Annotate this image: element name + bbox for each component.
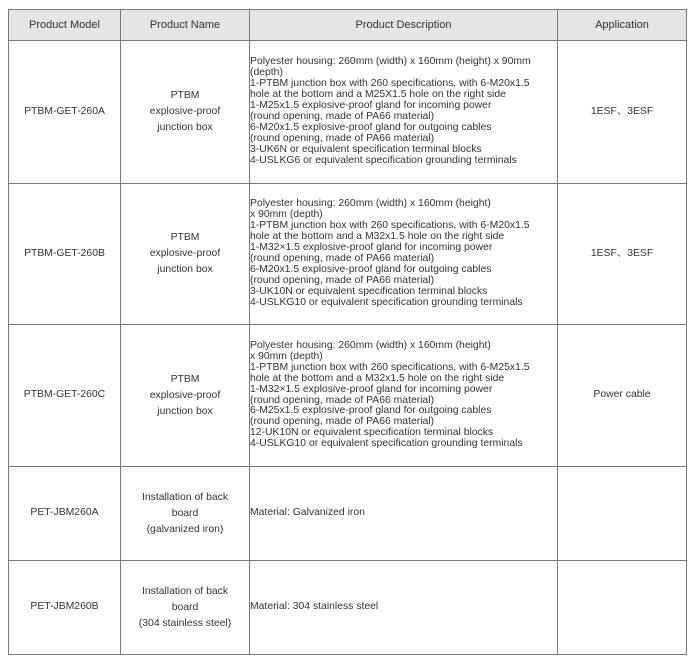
description-line: Material: 304 stainless steel — [250, 601, 379, 613]
product-name-line: Installation of back — [141, 491, 229, 503]
description-line: (round opening, made of PA66 material) — [250, 111, 435, 122]
product-name-line: explosive-proof — [149, 106, 221, 117]
description-line: (round opening, made of PA66 material) — [250, 416, 435, 428]
description-line: hole at the bottom and a M32x1.5 hole on the right side — [250, 372, 505, 384]
table-header — [9, 10, 687, 41]
product-name-line: PTBM — [170, 90, 200, 101]
description-line: hole at the bottom and a M32x1.5 hole on the right side — [250, 231, 505, 243]
description-line: Polyester housing: 260mm (width) x 160mm (height) x 90mm — [250, 56, 531, 68]
product-name-line: junction box — [157, 264, 213, 275]
description-line: 3-UK10N or equivalent specification terminal blocks — [250, 285, 488, 297]
description-line: Polyester housing: 260mm (width) x 160mm (height) — [250, 339, 491, 351]
description-line: x 90mm (depth) — [250, 350, 323, 362]
description-line: 4-USLKG6 or equivalent specification grounding terminals — [250, 154, 517, 166]
product-description-cell — [250, 41, 558, 184]
description-line: 1-M25x1.5 explosive-proof gland for incoming power — [250, 100, 492, 112]
description-line: Polyester housing: 260mm (width) x 160mm (height) — [250, 198, 491, 210]
table-body — [9, 41, 687, 655]
description-line: 6-M20x1.5 explosive-proof gland for outgoing cables — [250, 263, 492, 275]
product-name-cell — [121, 561, 250, 655]
header-product-model: Product Model — [9, 10, 121, 41]
application-cell: 1ESF、3ESF — [558, 41, 687, 184]
application-cell: 1ESF、3ESF — [558, 184, 687, 325]
table-row — [9, 561, 687, 655]
table-row — [9, 325, 687, 467]
description-line: 6-M25x1.5 explosive-proof gland for outgoing cables — [250, 405, 492, 417]
product-spec-table — [8, 9, 687, 655]
application-cell: Power cable — [558, 325, 687, 467]
header-application: Application — [558, 10, 687, 41]
product-name-line: junction box — [157, 405, 213, 417]
description-line: 1-M32×1.5 explosive-proof gland for incoming power — [250, 242, 493, 254]
description-line: 1-PTBM junction box with 260 specifications, with 6-M25x1.5 — [250, 361, 530, 373]
description-line: (round opening, made of PA66 material) — [250, 274, 435, 286]
description-line: 1-PTBM junction box with 260 specifications, with 6-M20x1.5 — [250, 78, 530, 90]
product-description-cell — [250, 561, 558, 655]
product-name-cell — [121, 41, 250, 184]
product-name-line: (galvanized iron) — [146, 523, 224, 535]
description-line: (round opening, made of PA66 material) — [250, 394, 435, 406]
product-name-line: Installation of back — [141, 585, 229, 597]
product-name-line: PTBM — [170, 232, 200, 243]
product-name-line: (304 stainless steel) — [138, 617, 232, 629]
product-model-cell: PTBM-GET-260A — [9, 41, 121, 184]
header-row — [9, 10, 687, 41]
description-line: 6-M20x1.5 explosive-proof gland for outgoing cables — [250, 121, 492, 133]
product-name-line: explosive-proof — [149, 248, 221, 259]
description-line: (depth) — [250, 67, 283, 79]
product-name-line: junction box — [157, 122, 213, 133]
description-line: (round opening, made of PA66 material) — [250, 253, 435, 264]
header-product-name: Product Name — [121, 10, 250, 41]
description-line: 1-PTBM junction box with 260 specifications, with 6-M20x1.5 — [250, 220, 530, 232]
product-model-cell: PET-JBM260A — [9, 467, 121, 561]
description-line: 4-USLKG10 or equivalent specification grounding terminals — [250, 438, 523, 450]
product-description-cell — [250, 467, 558, 561]
description-line: hole at the bottom and a M25X1.5 hole on the right side — [250, 89, 506, 101]
product-name-line: explosive-proof — [149, 389, 221, 401]
header-product-description: Product Description — [250, 10, 558, 41]
description-line: 3-UK6N or equivalent specification terminal blocks — [250, 143, 482, 155]
description-line: (round opening, made of PA66 material) — [250, 132, 435, 144]
product-description-cell — [250, 325, 558, 467]
application-cell — [558, 561, 687, 655]
description-line: x 90mm (depth) — [250, 209, 323, 221]
application-cell — [558, 467, 687, 561]
product-model-cell: PTBM-GET-260B — [9, 184, 121, 325]
description-line: Material: Galvanized iron — [250, 507, 365, 519]
product-model-cell: PET-JBM260B — [9, 561, 121, 655]
product-name-cell — [121, 325, 250, 467]
table-row — [9, 184, 687, 325]
description-line: 1-M32×1.5 explosive-proof gland for incoming power — [250, 383, 493, 395]
product-name-line: board — [171, 601, 199, 613]
product-model-cell: PTBM-GET-260C — [9, 325, 121, 467]
table-row — [9, 467, 687, 561]
product-name-cell — [121, 467, 250, 561]
product-name-line: PTBM — [170, 373, 200, 385]
description-line: 4-USLKG10 or equivalent specification grounding terminals — [250, 296, 523, 308]
product-description-cell — [250, 184, 558, 325]
product-name-cell — [121, 184, 250, 325]
table-row — [9, 41, 687, 184]
description-line: 12-UK10N or equivalent specification terminal blocks — [250, 427, 494, 439]
product-name-line: board — [171, 507, 199, 519]
